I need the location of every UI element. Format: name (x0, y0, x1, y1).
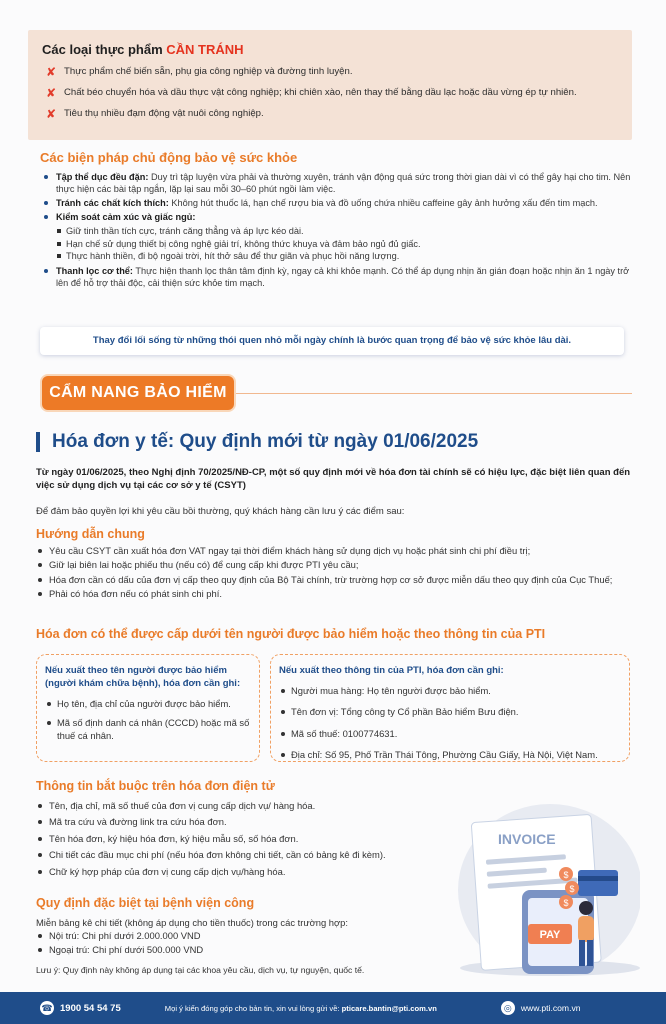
section-divider (236, 393, 632, 394)
protect-section (40, 150, 636, 291)
special-title: Quy định đặc biệt tại bệnh viện công (36, 896, 255, 910)
avoid-foods-box (28, 30, 632, 140)
card-icon (578, 870, 618, 896)
issued-title: Hóa đơn có thể được cấp dưới tên người được bảo hiểm hoặc theo thông tin của PTI (36, 627, 546, 641)
footer-website-link[interactable]: ◎ www.pti.com.vn (501, 1001, 581, 1015)
list-item: Tên đơn vị: Tổng công ty Cổ phần Bảo hiểm Bưu điện. (279, 706, 621, 718)
avoid-item: ✘ Tiêu thụ nhiều đạm động vật nuôi công nghiệp. (46, 107, 264, 121)
invoice-intro: Từ ngày 01/06/2025, theo Nghị định 70/2025/NĐ-CP, một số quy định mới về hóa đơn tài chính sẽ có hiệu lực, đặc biệt liên quan đến việc sử dụng dịch vụ tại các cơ sở y tế (CSYT) (36, 467, 631, 491)
list-item: Hóa đơn cần có dấu của đơn vị cấp theo quy định của Bộ Tài chính, trừ trường hợp cơ sở được miễn dấu theo quy định của Cục Thuế; (36, 574, 636, 586)
guide-title: Hướng dẫn chung (36, 527, 145, 541)
x-mark-icon: ✘ (46, 86, 57, 100)
section-tag: CẨM NANG BẢO HIỂM (40, 374, 236, 412)
list-item: Giữ lại biên lai hoặc phiếu thu (nếu có) để cung cấp khi được PTI yêu cầu; (36, 559, 636, 571)
list-item: Phải có hóa đơn nếu có phát sinh chi phí. (36, 588, 636, 600)
invoice-label: INVOICE (498, 831, 556, 847)
footer-phone[interactable]: ☎ 1900 54 54 75 (41, 1002, 121, 1014)
invoice-title: Hóa đơn y tế: Quy định mới từ ngày 01/06/2025 (36, 431, 478, 453)
svg-text:PAY: PAY (539, 929, 561, 941)
coin-icon (559, 867, 573, 881)
list-item: Nội trú: Chi phí dưới 2.000.000 VND (36, 930, 456, 942)
avoid-highlight: CẦN TRÁNH (166, 42, 244, 57)
list-item: Tên hóa đơn, ký hiệu hóa đơn, ký hiệu mẫu số, số hóa đơn. (36, 833, 456, 845)
svg-text:$: $ (563, 898, 569, 908)
avoid-item: ✘ Thực phẩm chế biến sẵn, phụ gia công nghiệp và đường tinh luyện. (46, 65, 353, 79)
list-item: Địa chỉ: Số 95, Phố Trần Thái Tông, Phường Cầu Giấy, Hà Nội, Việt Nam. (279, 749, 621, 761)
list-item: Mã số định danh cá nhân (CCCD) hoặc mã số thuế cá nhân. (45, 717, 251, 742)
special-rules (36, 917, 456, 957)
phone-icon: ☎ (40, 1001, 54, 1015)
list-item: Tên, địa chỉ, mã số thuế của đơn vị cung cấp dịch vụ/ hàng hóa. (36, 800, 456, 812)
list-item: Tập thể dục đều đặn: Duy trì tập luyện vừa phải và thường xuyên, tránh vận động quá sức trong thời gian dài vì có thể gây hại cho tim. Nên thực hiện các bài tập ngắn, lặp lại sau mỗi 30–60 phút ngồi làm việc. (40, 171, 636, 195)
list-item: Người mua hàng: Họ tên người được bảo hiểm. (279, 685, 621, 697)
footer-note: Mọi ý kiến đóng góp cho bản tin, xin vui lòng gửi về: pticare.bantin@pti.com.vn (164, 1003, 437, 1013)
list-item: Mã số thuế: 0100774631. (279, 728, 621, 740)
coin-icon (565, 881, 579, 895)
x-mark-icon: ✘ (46, 107, 57, 121)
list-item: Ngoại trú: Chi phí dưới 500.000 VND (36, 944, 456, 956)
list-item: Họ tên, địa chỉ của người được bảo hiểm. (45, 698, 251, 710)
list-item: Kiểm soát cảm xúc và giấc ngủ: Giữ tinh thần tích cực, tránh căng thẳng và áp lực kéo dài. Hạn chế sử dụng thiết bị công nghệ giải trí, không thức khuya và đảm bảo ngủ đủ giấc. Thực hành thiền, đi bộ ngoài trời, hít thở sâu để thư giãn và phục hồi năng lượng. (40, 211, 636, 263)
invoice-illustration (440, 780, 640, 976)
list-item: Tránh các chất kích thích: Không hút thuốc lá, hạn chế rượu bia và đồ uống chứa nhiều caffeine gây ảnh hưởng xấu đến tim mạch. (40, 197, 636, 209)
globe-icon: ◎ (501, 1001, 515, 1015)
sub-list-item: Giữ tinh thần tích cực, tránh căng thẳng và áp lực kéo dài. (56, 225, 636, 238)
title-accent-bar (36, 432, 40, 452)
special-note: Lưu ý: Quy định này không áp dụng tại các khoa yêu cầu, dịch vụ, tự nguyện, quốc tế. (36, 965, 365, 975)
list-item: Chi tiết các đầu mục chi phí (nếu hóa đơn không chi tiết, cần có bảng kê đi kèm). (36, 849, 456, 861)
svg-text:$: $ (563, 870, 569, 880)
special-intro: Miễn bảng kê chi tiết (không áp dụng cho tiền thuốc) trong các trường hợp: (36, 917, 348, 928)
pti-info-box (270, 654, 630, 762)
list-item: Mã tra cứu và đường link tra cứu hóa đơn. (36, 816, 456, 828)
sub-list-item: Hạn chế sử dụng thiết bị công nghệ giải trí, không thức khuya và đảm bảo ngủ đủ giấc. (56, 238, 636, 251)
protect-title: Các biện pháp chủ động bảo vệ sức khỏe (40, 150, 298, 165)
insured-name-box (36, 654, 260, 762)
footer (0, 992, 666, 1024)
mandatory-title: Thông tin bắt buộc trên hóa đơn điện tử (36, 779, 275, 793)
avoid-foods-title: Các loại thực phẩm CẦN TRÁNH (42, 42, 244, 57)
list-item: Thanh lọc cơ thể: Thực hiện thanh lọc thân tâm định kỳ, ngay cả khi khỏe mạnh. Có thể áp dụng nhịn ăn gián đoạn hoặc nhịn ăn 1 ngày trở lên để hỗ trợ thải độc, cải thiện sức khỏe tim mạch. (40, 265, 636, 289)
box-heading: Nếu xuất theo thông tin của PTI, hóa đơn cần ghi: (279, 665, 504, 676)
box-heading: Nếu xuất theo tên người được bảo hiểm (người khám chữa bệnh), hóa đơn cần ghi: (45, 665, 241, 689)
mandatory-list (36, 800, 456, 882)
invoice-intro-note: Để đảm bảo quyền lợi khi yêu cầu bồi thường, quý khách hàng cần lưu ý các điểm sau: (36, 506, 405, 517)
pay-button-illustration (528, 924, 572, 944)
list-item: Chữ ký hợp pháp của đơn vị cung cấp dịch vụ/hàng hóa. (36, 866, 456, 878)
svg-text:$: $ (569, 884, 575, 894)
x-mark-icon: ✘ (46, 65, 57, 79)
coin-icon (559, 895, 573, 909)
list-item: Yêu cầu CSYT cần xuất hóa đơn VAT ngay tại thời điểm khách hàng sử dụng dịch vụ hoặc phát sinh chi phí điều trị; (36, 545, 636, 557)
footer-email-link[interactable]: pticare.bantin@pti.com.vn (341, 1003, 437, 1013)
avoid-item: ✘ Chất béo chuyển hóa và dầu thực vật công nghiệp; khi chiên xào, nên thay thế bằng dầu lạc hoặc dầu vừng ép tự nhiên. (46, 86, 577, 100)
sub-list-item: Thực hành thiền, đi bộ ngoài trời, hít thở sâu để thư giãn và phục hồi năng lượng. (56, 250, 636, 263)
lifestyle-banner: Thay đổi lối sống từ những thói quen nhỏ mỗi ngày chính là bước quan trọng để bảo vệ sức khỏe lâu dài. (40, 327, 624, 355)
general-guide (36, 527, 636, 603)
